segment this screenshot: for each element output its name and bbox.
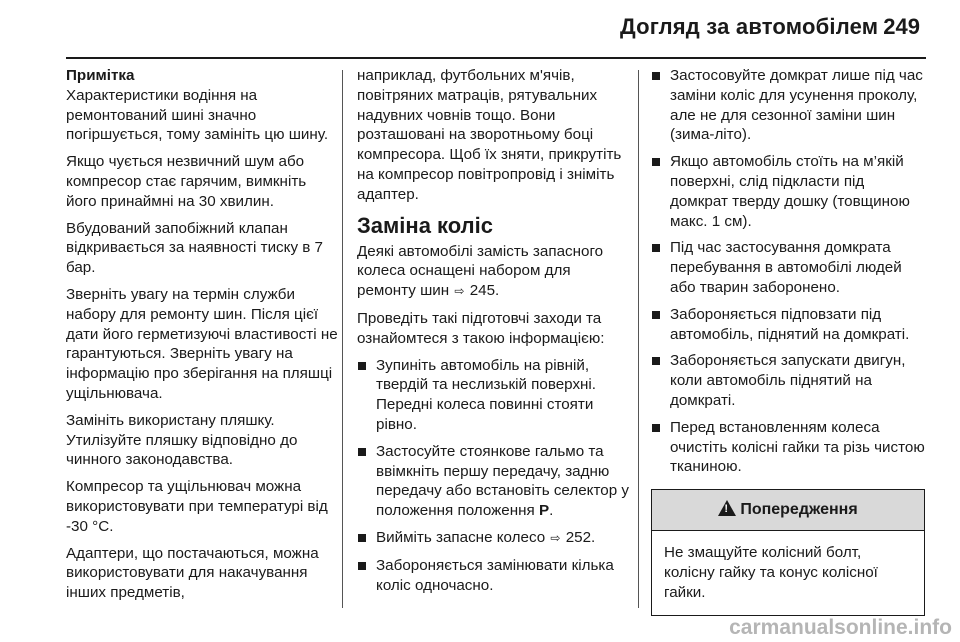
column-3 — [651, 66, 925, 616]
list-item-text: Застосовуйте домкрат лише під час заміни коліс для усунення проколу, але не для сезонної заміни шин (зима-літо). — [670, 67, 923, 144]
list-item — [651, 351, 925, 410]
paragraph: Адаптери, що постачаються, можна використовувати для накачування інших предметів, — [66, 544, 319, 602]
list-item — [651, 152, 925, 231]
list-item — [651, 305, 925, 345]
list-item-text: Забороняється замінювати кілька коліс одночасно. — [376, 556, 614, 594]
list-item-punctuation: . — [549, 502, 554, 520]
warning-header — [652, 490, 924, 531]
list-item-text: Зупиніть автомобіль на рівній, твердій та неслизькій поверхні. Передні колеса повинні стояти рівно. — [376, 356, 597, 433]
column-2 — [357, 66, 629, 602]
list-item-text: Якщо автомобіль стоїть на м’якій поверхні, слід підкласти під домкрат тверду дошку (товщиною макс. 1 см). — [670, 153, 910, 230]
list-item — [357, 442, 629, 521]
list-item — [651, 238, 925, 297]
page-header — [0, 0, 960, 60]
list-item — [651, 418, 925, 477]
square-bullet-icon — [652, 158, 660, 166]
arrow-reference-icon: ⇨ — [550, 530, 561, 545]
square-bullet-icon — [652, 357, 660, 365]
page-reference[interactable]: 245. — [469, 282, 500, 300]
warning-triangle-icon — [718, 500, 736, 516]
paragraph: Замініть використану пляшку. Утилізуйте пляшку відповідно до чинного законодавства. — [66, 411, 298, 469]
paragraph: Вбудований запобіжний клапан відкривається за наявності тиску в 7 бар. — [66, 219, 324, 277]
warning-title: Попередження — [740, 501, 858, 519]
paragraph: Зверніть увагу на термін служби набору для ремонту шин. Після цієї дати його герметизуючі властивості не гарантуються. Зверніть увагу на інформацію про зберігання на пляшці ущільнювача. — [66, 285, 338, 402]
paragraph: Характеристики водіння на ремонтований шині значно погіршується, тому замініть цю шину. — [66, 86, 329, 144]
square-bullet-icon — [358, 448, 366, 456]
paragraph: Якщо чується незвичний шум або компресор стає гарячим, вимкніть його принаймні на 30 хвилин. — [66, 153, 307, 210]
list-item — [357, 528, 629, 549]
list-item-text: Під час застосування домкрата перебування в автомобілі людей або тварин заборонено. — [670, 239, 902, 296]
square-bullet-icon — [358, 534, 366, 542]
list-item-text: Перед встановленням колеса очистіть колісні гайки та різь чистою тканиною. — [670, 418, 925, 476]
column-divider-1 — [342, 70, 343, 608]
list-item — [651, 66, 925, 145]
square-bullet-icon — [358, 362, 366, 370]
intro-text: Деякі автомобілі замість запасного колеса оснащені набором для ремонту шин — [357, 242, 604, 300]
square-bullet-icon — [652, 244, 660, 252]
list-item-text: Забороняється підповзати під автомобіль, піднятий на домкраті. — [670, 305, 910, 343]
gear-position-label: P — [538, 502, 550, 520]
column-divider-2 — [638, 70, 639, 608]
note-title: Примітка — [66, 67, 135, 84]
square-bullet-icon — [652, 311, 660, 319]
header-rule — [66, 57, 926, 59]
section-title: Заміна коліс — [357, 212, 493, 238]
square-bullet-icon — [652, 72, 660, 80]
list-item-text: Вийміть запасне колесо — [376, 528, 546, 546]
square-bullet-icon — [358, 562, 366, 570]
paragraph-continuation: наприклад, футбольних м'ячів, повітряних матраців, рятувальних надувних човнів тощо. Вони розташовані на зворотньому боці компресора. Щоб їх зняти, прикрутіть на компресор повітропровід і зніміть адаптер. — [357, 67, 622, 203]
square-bullet-icon — [652, 424, 660, 432]
page-title: Догляд за автомобілем — [620, 14, 879, 39]
bullet-list — [651, 66, 925, 477]
list-item-text: Забороняється запускати двигун, коли автомобіль піднятий на домкраті. — [670, 352, 906, 409]
list-item — [357, 356, 629, 435]
page-reference[interactable]: 252. — [565, 528, 596, 546]
bullet-list — [357, 356, 629, 596]
page-number: 249 — [883, 14, 920, 39]
intro-paragraph — [357, 242, 629, 302]
list-item-text: Застосуйте стоянкове гальмо та ввімкніть першу передачу, задню передачу або встановіть селектор у положення положення — [376, 442, 629, 520]
arrow-reference-icon: ⇨ — [454, 284, 465, 299]
list-item — [357, 556, 629, 596]
watermark: carmanualsonline.info — [729, 616, 952, 639]
prep-paragraph: Проведіть такі підготовчі заходи та ознайомтеся з такою інформацією: — [357, 309, 605, 347]
paragraph: Компресор та ущільнювач можна використовувати при температурі від -30 °C. — [66, 478, 328, 535]
warning-box — [651, 489, 925, 615]
warning-text: Не змащуйте колісний болт, колісну гайку та конус колісної гайки. — [664, 544, 878, 601]
column-1 — [66, 66, 338, 610]
